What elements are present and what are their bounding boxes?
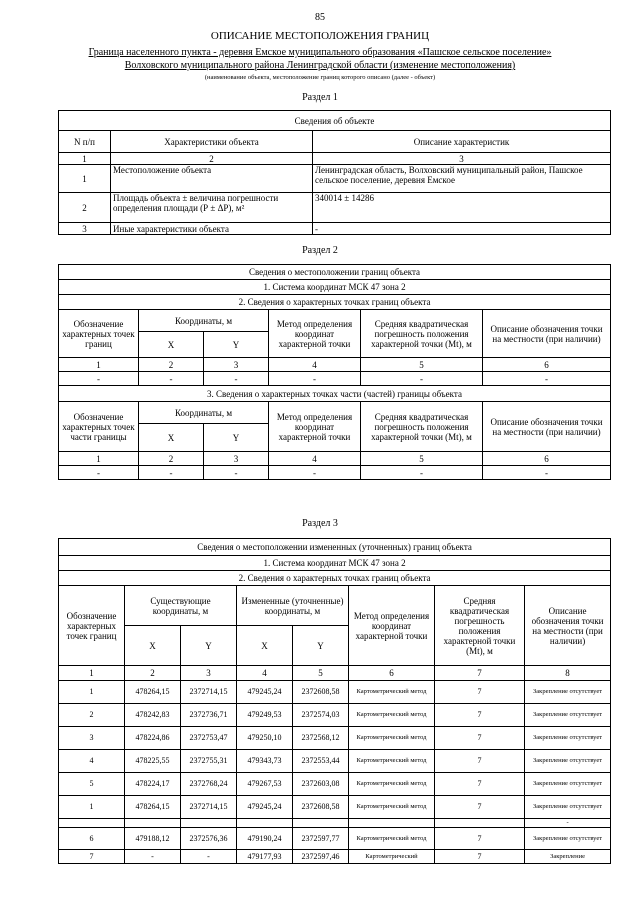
existing-y: - xyxy=(181,850,237,864)
table-row xyxy=(59,193,611,223)
changed-x: 479249,53 xyxy=(237,704,293,727)
col-error: Средняя квадратическая погрешность положения характерной точки (Mt), м xyxy=(435,586,525,666)
table-row xyxy=(59,819,611,828)
index-cell: 5 xyxy=(361,452,483,466)
error: 7 xyxy=(435,727,525,750)
index-cell: 2 xyxy=(125,666,181,681)
point-description: Закрепление отсутствует xyxy=(525,773,611,796)
changed-boundary-points-table xyxy=(58,538,611,864)
empty-cell: - xyxy=(59,466,139,480)
index-cell: 4 xyxy=(269,452,361,466)
empty-cell: - xyxy=(269,372,361,386)
col-point-label: Обозначение характерных точек границ xyxy=(59,310,139,358)
existing-y: 2372576,36 xyxy=(181,828,237,850)
col-part-point-label: Обозначение характерных точек части границы xyxy=(59,402,139,452)
point-description: Закрепление отсутствует xyxy=(525,704,611,727)
table-row xyxy=(59,750,611,773)
existing-y: 2372753,47 xyxy=(181,727,237,750)
index-cell: 1 xyxy=(59,666,125,681)
changed-y xyxy=(293,819,349,828)
method xyxy=(349,819,435,828)
index-cell: 5 xyxy=(293,666,349,681)
table-row xyxy=(59,223,611,235)
existing-x xyxy=(125,819,181,828)
part-points-subheader: 3. Сведения о характерных точках части (частей) границы объекта xyxy=(59,386,611,402)
empty-cell: - xyxy=(204,372,269,386)
col-error: Средняя квадратическая погрешность положения характерной точки (Mt), м xyxy=(361,310,483,358)
method: Картометрический метод xyxy=(349,727,435,750)
changed-y: 2372608,58 xyxy=(293,796,349,819)
row-characteristic: Иные характеристики объекта xyxy=(111,223,313,235)
changed-y: 2372603,08 xyxy=(293,773,349,796)
col-error: Средняя квадратическая погрешность положения характерной точки (Mt), м xyxy=(361,402,483,452)
page-number: 85 xyxy=(315,12,325,23)
existing-x: 478225,55 xyxy=(125,750,181,773)
section2-title: Раздел 2 xyxy=(302,245,338,256)
point-label: 4 xyxy=(59,750,125,773)
section3-title: Раздел 3 xyxy=(302,518,338,529)
col-y: Y xyxy=(204,332,269,358)
index-cell: 1 xyxy=(59,358,139,372)
col-characteristic: Характеристики объекта xyxy=(111,131,313,153)
method: Картометрический метод xyxy=(349,773,435,796)
document-title: ОПИСАНИЕ МЕСТОПОЛОЖЕНИЯ ГРАНИЦ xyxy=(210,30,430,42)
col-changed-y: Y xyxy=(293,626,349,666)
index-cell: 6 xyxy=(349,666,435,681)
coordinate-system: 1. Система координат МСК 47 зона 2 xyxy=(59,280,611,295)
col-method: Метод определения координат характерной точки xyxy=(269,402,361,452)
empty-cell: - xyxy=(483,372,611,386)
error: 7 xyxy=(435,773,525,796)
empty-cell: - xyxy=(204,466,269,480)
error: 7 xyxy=(435,704,525,727)
existing-y: 2372755,31 xyxy=(181,750,237,773)
existing-x: 478264,15 xyxy=(125,681,181,704)
point-label xyxy=(59,819,125,828)
method: Картометрический метод xyxy=(349,681,435,704)
point-description: Закрепление отсутствует xyxy=(525,750,611,773)
table-row xyxy=(59,828,611,850)
point-label: 7 xyxy=(59,850,125,864)
section1-title: Раздел 1 xyxy=(302,92,338,103)
point-description: Закрепление отсутствует xyxy=(525,727,611,750)
object-info-table xyxy=(58,110,611,235)
empty-cell: - xyxy=(139,372,204,386)
existing-y: 2372714,15 xyxy=(181,796,237,819)
row-characteristic: Площадь объекта ± величина погрешности определения площади (Р ± ΔР), м² xyxy=(111,193,313,223)
row-description: Ленинградская область, Волховский муниципальный район, Пашское сельское поселение, деревня Емское xyxy=(313,165,611,193)
index-cell: 6 xyxy=(483,452,611,466)
changed-y: 2372574,03 xyxy=(293,704,349,727)
changed-x: 479250,10 xyxy=(237,727,293,750)
table-row xyxy=(59,727,611,750)
changed-x xyxy=(237,819,293,828)
table-row xyxy=(59,773,611,796)
object-name-line1: Граница населенного пункта - деревня Емское муниципального образования «Пашское сельское поселение» xyxy=(88,47,552,58)
index-cell: 3 xyxy=(204,452,269,466)
changed-y: 2372568,12 xyxy=(293,727,349,750)
index-cell: 3 xyxy=(313,153,611,165)
method: Картометрический метод xyxy=(349,796,435,819)
index-cell: 7 xyxy=(435,666,525,681)
index-cell: 2 xyxy=(139,452,204,466)
changed-x: 479343,73 xyxy=(237,750,293,773)
existing-y: 2372768,24 xyxy=(181,773,237,796)
points-subheader: 2. Сведения о характерных точках границ объекта xyxy=(59,571,611,586)
row-number: 1 xyxy=(59,165,111,193)
index-cell: 6 xyxy=(483,358,611,372)
col-point-description: Описание обозначения точки на местности (при наличии) xyxy=(483,310,611,358)
table-row xyxy=(59,796,611,819)
existing-y: 2372736,71 xyxy=(181,704,237,727)
index-cell: 8 xyxy=(525,666,611,681)
row-description: 340014 ± 14286 xyxy=(313,193,611,223)
col-changed-x: X xyxy=(237,626,293,666)
point-label: 3 xyxy=(59,727,125,750)
changed-y: 2372608,58 xyxy=(293,681,349,704)
changed-x: 479245,24 xyxy=(237,796,293,819)
section2-header: Сведения о местоположении границ объекта xyxy=(59,265,611,280)
col-existing-x: X xyxy=(125,626,181,666)
existing-x: - xyxy=(125,850,181,864)
table-row xyxy=(59,850,611,864)
section3-header: Сведения о местоположении измененных (уточненных) границ объекта xyxy=(59,539,611,556)
col-y: Y xyxy=(204,424,269,452)
col-x: X xyxy=(139,332,204,358)
empty-cell: - xyxy=(139,466,204,480)
empty-cell: - xyxy=(59,372,139,386)
existing-x: 478242,83 xyxy=(125,704,181,727)
empty-cell: - xyxy=(361,372,483,386)
existing-x: 479188,12 xyxy=(125,828,181,850)
empty-cell: - xyxy=(483,466,611,480)
index-cell: 2 xyxy=(139,358,204,372)
table-row xyxy=(59,165,611,193)
method: Картометрический метод xyxy=(349,750,435,773)
col-coordinates: Координаты, м xyxy=(139,402,269,424)
changed-x: 479190,24 xyxy=(237,828,293,850)
row-description: - xyxy=(313,223,611,235)
col-method: Метод определения координат характерной точки xyxy=(269,310,361,358)
point-description: - xyxy=(525,819,611,828)
col-point-description: Описание обозначения точки на местности (при наличии) xyxy=(483,402,611,452)
method: Картометрический xyxy=(349,850,435,864)
error: 7 xyxy=(435,750,525,773)
index-cell: 1 xyxy=(59,452,139,466)
empty-cell: - xyxy=(269,466,361,480)
changed-x: 479245,24 xyxy=(237,681,293,704)
changed-y: 2372553,44 xyxy=(293,750,349,773)
row-number: 3 xyxy=(59,223,111,235)
col-description: Описание характеристик xyxy=(313,131,611,153)
col-number: N п/п xyxy=(59,131,111,153)
error xyxy=(435,819,525,828)
existing-y xyxy=(181,819,237,828)
table-row xyxy=(59,466,611,480)
row-characteristic: Местоположение объекта xyxy=(111,165,313,193)
point-description: Закрепление отсутствует xyxy=(525,828,611,850)
object-caption: (наименование объекта, местоположение границ которого описано (далее - объект) xyxy=(204,74,436,81)
col-coordinates: Координаты, м xyxy=(139,310,269,332)
existing-x: 478264,15 xyxy=(125,796,181,819)
col-method: Метод определения координат характерной точки xyxy=(349,586,435,666)
row-number: 2 xyxy=(59,193,111,223)
existing-y: 2372714,15 xyxy=(181,681,237,704)
point-label: 2 xyxy=(59,704,125,727)
col-existing-coordinates: Существующие координаты, м xyxy=(125,586,237,626)
col-x: X xyxy=(139,424,204,452)
error: 7 xyxy=(435,796,525,819)
table-row xyxy=(59,681,611,704)
changed-y: 2372597,77 xyxy=(293,828,349,850)
col-point-description: Описание обозначения точки на местности (при наличии) xyxy=(525,586,611,666)
index-cell: 5 xyxy=(361,358,483,372)
object-name-line2: Волховского муниципального района Ленинградской области (изменение местоположения) xyxy=(124,60,516,71)
error: 7 xyxy=(435,681,525,704)
table-row xyxy=(59,372,611,386)
points-subheader: 2. Сведения о характерных точках границ объекта xyxy=(59,295,611,310)
point-label: 6 xyxy=(59,828,125,850)
col-existing-y: Y xyxy=(181,626,237,666)
error: 7 xyxy=(435,850,525,864)
index-cell: 3 xyxy=(204,358,269,372)
point-label: 1 xyxy=(59,681,125,704)
boundary-points-table xyxy=(58,264,611,480)
point-label: 1 xyxy=(59,796,125,819)
point-description: Закрепление отсутствует xyxy=(525,681,611,704)
index-cell: 2 xyxy=(111,153,313,165)
point-description: Закрепление отсутствует xyxy=(525,796,611,819)
point-label: 5 xyxy=(59,773,125,796)
error: 7 xyxy=(435,828,525,850)
index-cell: 3 xyxy=(181,666,237,681)
col-changed-coordinates: Измененные (уточненные) координаты, м xyxy=(237,586,349,626)
changed-x: 479267,53 xyxy=(237,773,293,796)
section1-header: Сведения об объекте xyxy=(59,111,611,131)
col-point-label: Обозначение характерных точек границ xyxy=(59,586,125,666)
existing-x: 478224,86 xyxy=(125,727,181,750)
existing-x: 478224,17 xyxy=(125,773,181,796)
method: Картометрический метод xyxy=(349,704,435,727)
method: Картометрический метод xyxy=(349,828,435,850)
changed-y: 2372597,46 xyxy=(293,850,349,864)
index-cell: 4 xyxy=(237,666,293,681)
coordinate-system: 1. Система координат МСК 47 зона 2 xyxy=(59,556,611,571)
changed-x: 479177,93 xyxy=(237,850,293,864)
empty-cell: - xyxy=(361,466,483,480)
point-description: Закрепление xyxy=(525,850,611,864)
index-cell: 4 xyxy=(269,358,361,372)
index-cell: 1 xyxy=(59,153,111,165)
table-row xyxy=(59,704,611,727)
